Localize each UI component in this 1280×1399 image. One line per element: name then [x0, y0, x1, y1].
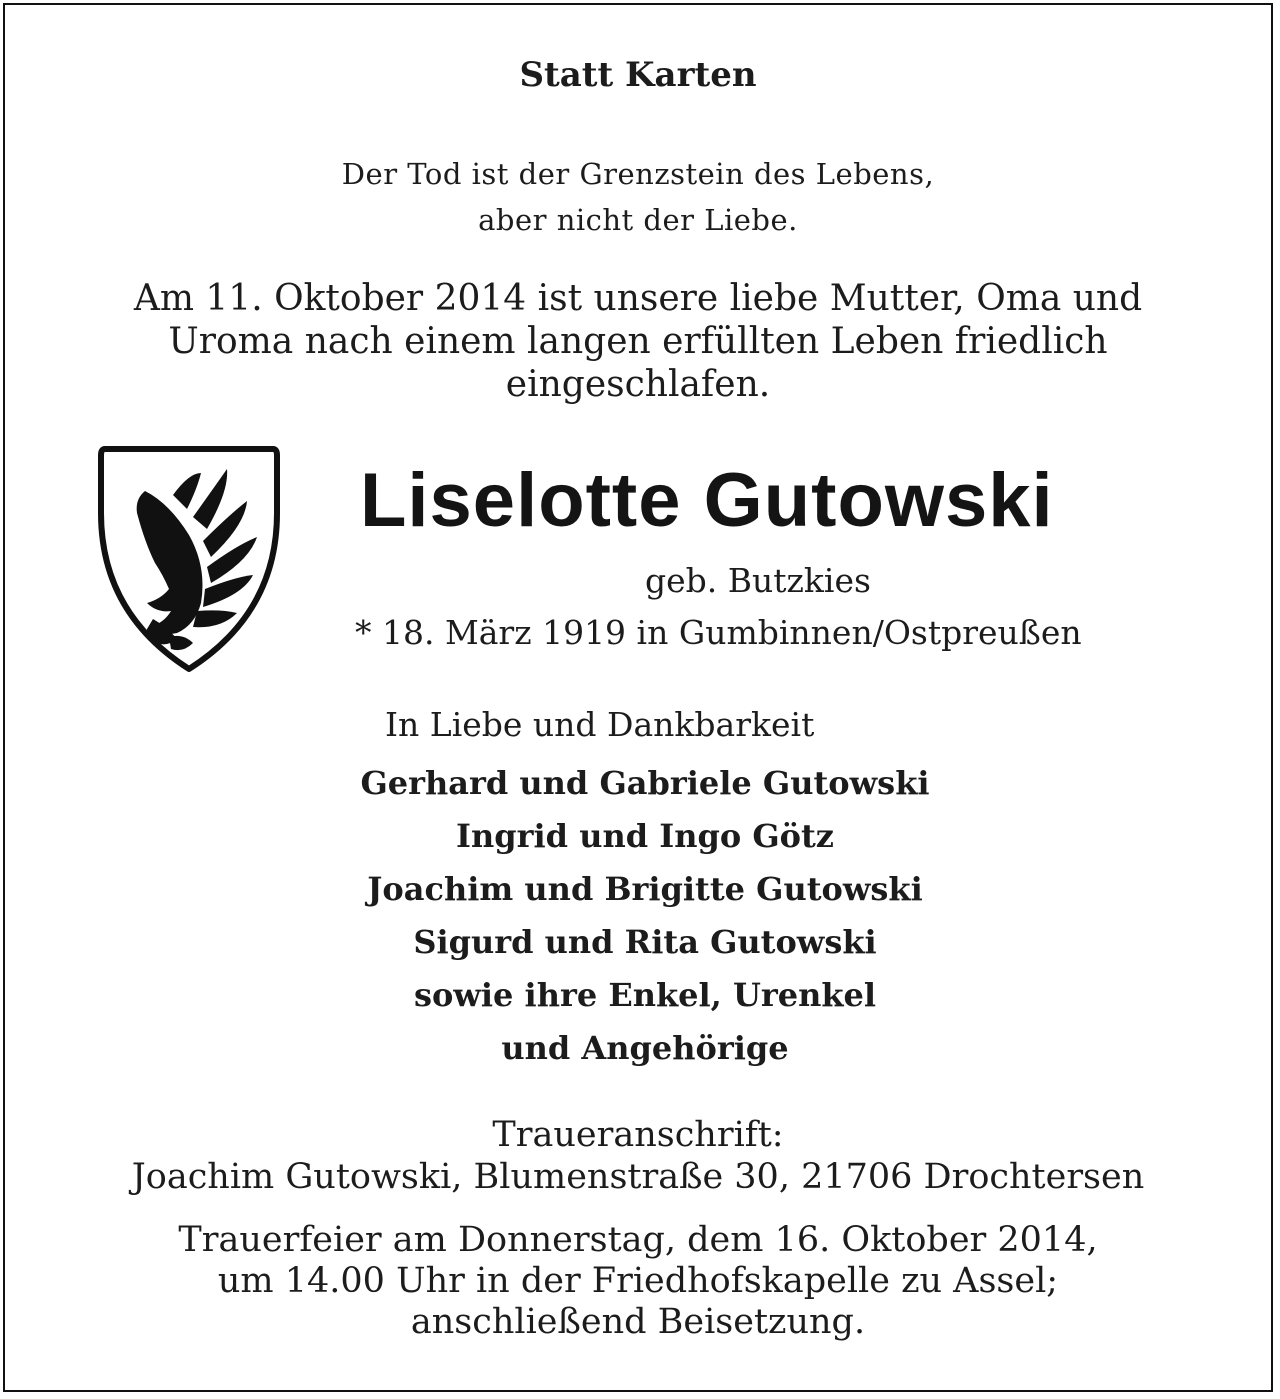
mourner-name: und Angehörige — [501, 1029, 789, 1067]
announcement-line: Am 11. Oktober 2014 ist unsere liebe Mutter, Oma und — [133, 278, 1143, 319]
quote-line: aber nicht der Liebe. — [478, 203, 798, 237]
coat-of-arms-antler-icon — [97, 443, 281, 675]
mourner-name: Ingrid und Ingo Götz — [456, 817, 834, 855]
mourner-name: Sigurd und Rita Gutowski — [413, 923, 877, 961]
funeral-info — [5, 1220, 1271, 1343]
mourners-intro: In Liebe und Dankbarkeit — [385, 705, 815, 744]
funeral-line: Trauerfeier am Donnerstag, dem 16. Oktober 2014, — [178, 1220, 1098, 1260]
funeral-line: um 14.00 Uhr in der Friedhofskapelle zu Assel; — [217, 1261, 1059, 1301]
death-announcement — [5, 277, 1271, 406]
mourner-name: sowie ihre Enkel, Urenkel — [413, 976, 877, 1014]
mourning-address: Joachim Gutowski, Blumenstraße 30, 21706 Drochtersen — [131, 1157, 1145, 1197]
obituary-notice — [3, 3, 1273, 1392]
announcement-line: Uroma nach einem langen erfüllten Leben friedlich — [168, 321, 1108, 362]
mourner-name: Gerhard und Gabriele Gutowski — [360, 764, 930, 802]
quote-line: Der Tod ist der Grenzstein des Lebens, — [341, 157, 935, 191]
mourning-address-label: Traueranschrift: — [492, 1115, 784, 1155]
header-statt-karten: Statt Karten — [519, 55, 757, 95]
quote — [5, 151, 1271, 243]
announcement-line: eingeschlafen. — [505, 364, 771, 405]
deceased-name: Liselotte Gutowski — [360, 458, 1054, 543]
funeral-line: anschließend Beisetzung. — [410, 1302, 866, 1342]
birth-info: * 18. März 1919 in Gumbinnen/Ostpreußen — [355, 613, 1082, 652]
mourners-list — [265, 757, 1025, 1075]
maiden-name: geb. Butzkies — [645, 561, 871, 600]
mourner-name: Joachim und Brigitte Gutowski — [367, 870, 923, 908]
